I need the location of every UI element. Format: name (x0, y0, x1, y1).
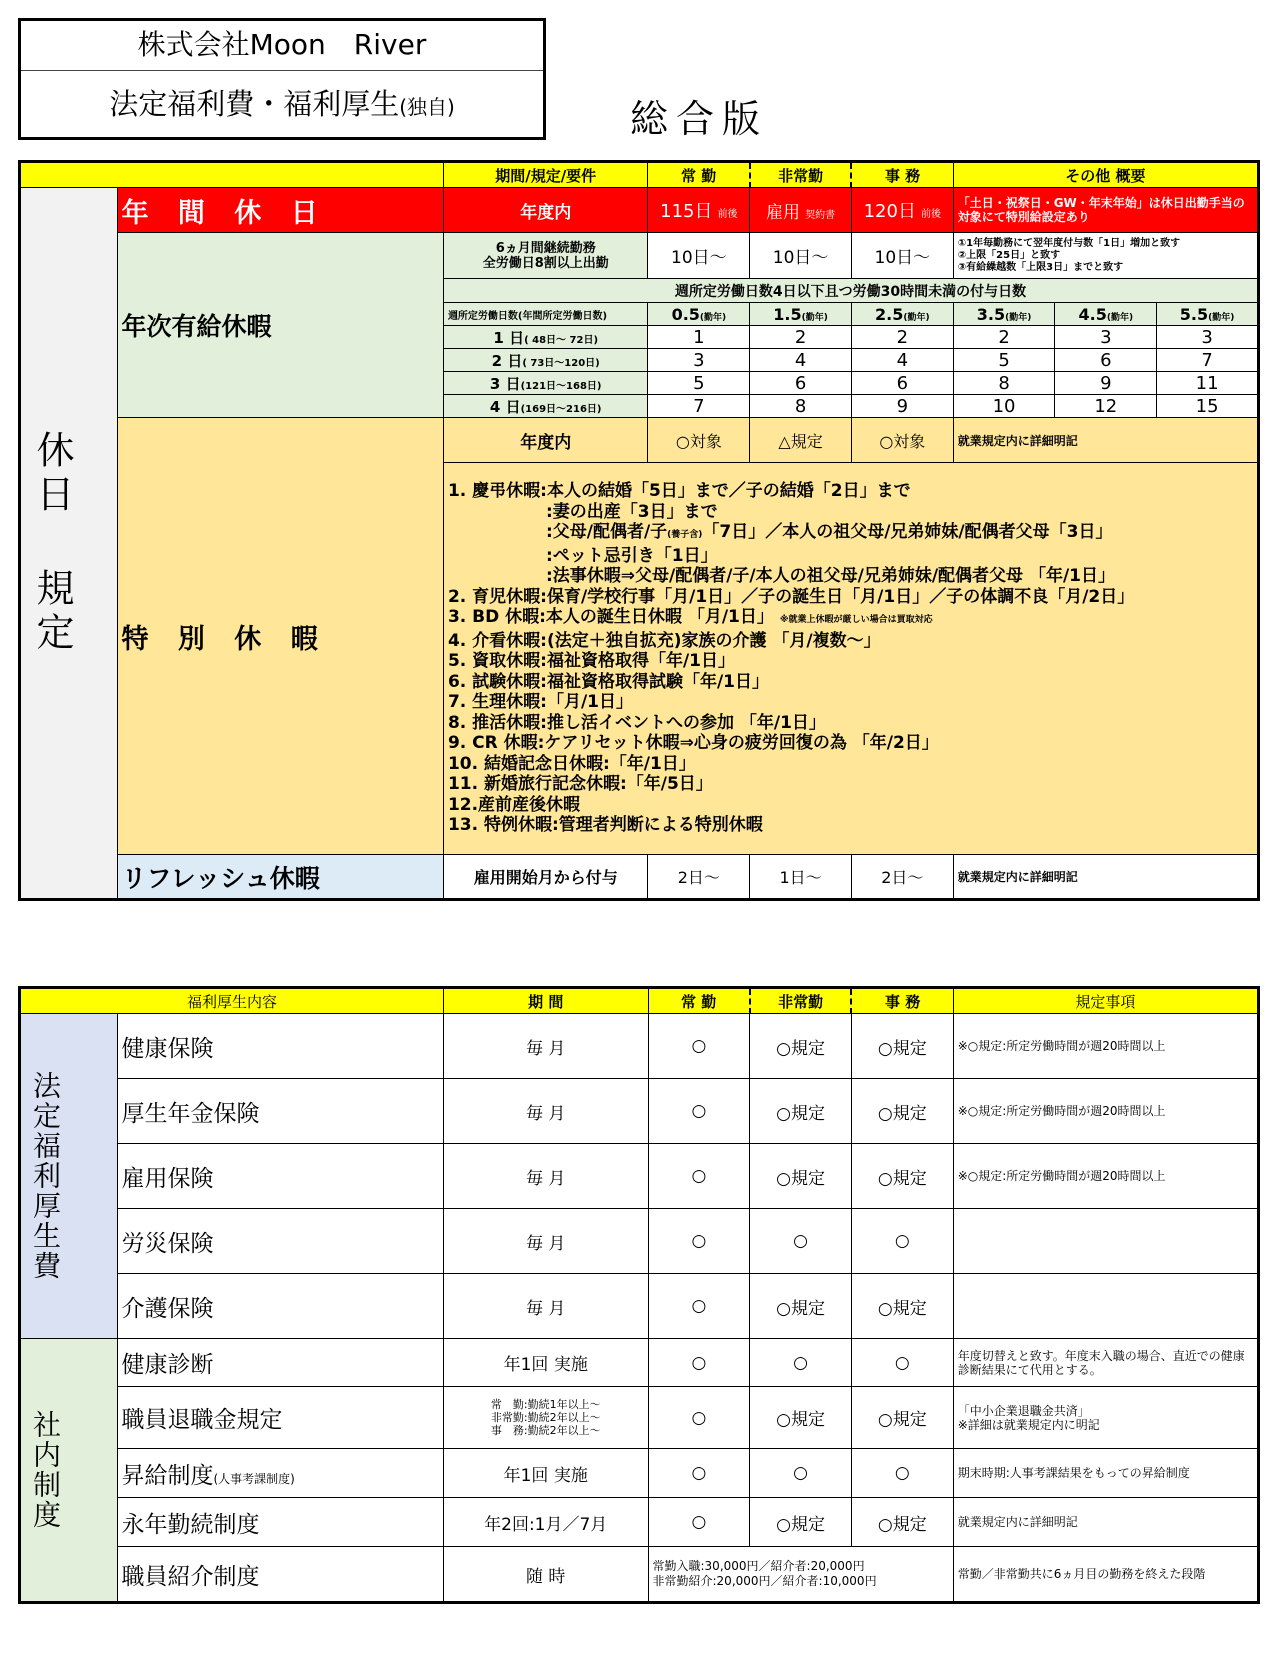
header-rules: 規定事項 (953, 988, 1258, 1014)
cell: 8 (750, 395, 852, 418)
row-period: 毎 月 (443, 1014, 648, 1079)
table-row (20, 1339, 1259, 1387)
row-period: 随 時 (443, 1547, 648, 1603)
paid-leave-notes: ①1年毎勤務にて翌年度付与数「1日」増加と致す ②上限「25日」と致す ③有給繰越数「上限3日」までと致す (953, 233, 1258, 279)
table-row (20, 1209, 1259, 1274)
list-item: 11. 新婚旅行記念休暇:「年/5日」 (447, 774, 713, 795)
days-label: 1 日( 48日～ 72日) (443, 326, 648, 349)
paid-leave-fulltime: 10日～ (648, 233, 750, 279)
cell: ○ (648, 1209, 750, 1274)
list-item: 8. 推活休暇:推し活イベントへの参加 「年/1日」 (447, 712, 826, 733)
list-item: 9. CR 休暇:ケアリセット休暇⇒心身の疲労回復の為 「年/2日」 (447, 733, 939, 754)
list-item: 2. 育児休暇:保育/学校行事「月/1日」／子の誕生日「月/1日」／子の体調不良「月/2日」 (447, 586, 1135, 607)
year-3: 3.5(勤年) (953, 303, 1055, 326)
table-header (20, 162, 1259, 188)
list-item: :妻の出産「3日」まで (545, 501, 718, 522)
title-main: 法定福利費・福利厚生 (109, 87, 400, 121)
list-item: 5. 資取休暇:福祉資格取得「年/1日」 (447, 651, 735, 672)
edition-label: 総合版 (630, 97, 769, 141)
paid-leave-requirement: 6ヵ月間継続勤務 全労働日8割以上出勤 (443, 233, 648, 279)
days-label: 3 日(121日～168日) (443, 372, 648, 395)
holiday-section-label: 休日 規定 (20, 188, 118, 900)
special-leave-list (443, 463, 1258, 855)
special-leave-office: ○対象 (851, 418, 953, 463)
cell: ○ (648, 1449, 750, 1498)
cell: 6 (750, 372, 852, 395)
row-period: 年2回:1月／7月 (443, 1498, 648, 1547)
row-period: 毎 月 (443, 1209, 648, 1274)
row-note (953, 1209, 1258, 1274)
row-period: 年1回 実施 (443, 1339, 648, 1387)
cell: ○規定 (851, 1079, 953, 1144)
header-parttime: 非常勤 (750, 162, 852, 188)
table-row (20, 1144, 1259, 1209)
cell: 9 (1055, 372, 1157, 395)
cell: ○ (750, 1339, 852, 1387)
list-item: :法事休暇⇒父母/配偶者/子/本人の祖父母/兄弟姉妹/配偶者父母 「年/1日」 (545, 566, 1115, 587)
cell: ○規定 (851, 1014, 953, 1079)
document-title (21, 71, 543, 140)
cell: 6 (851, 372, 953, 395)
cell: ○規定 (851, 1387, 953, 1449)
list-item: 4. 介看休暇:(法定＋独自拡充)家族の介護 「月/複数～」 (447, 630, 881, 651)
row-name: 職員紹介制度 (117, 1547, 443, 1603)
cell: 4 (750, 349, 852, 372)
header-content: 福利厚生内容 (20, 988, 444, 1014)
title-sub: (独自) (399, 95, 455, 119)
cell: ○ (851, 1449, 953, 1498)
table-row (20, 1274, 1259, 1339)
row-name: 健康保険 (117, 1014, 443, 1079)
table-header (20, 988, 1259, 1014)
cell: 7 (1157, 349, 1259, 372)
row-period: 毎 月 (443, 1079, 648, 1144)
referral-rewards: 常勤入職:30,000円／紹介者:20,000円 非常勤紹介:20,000円／紹介者:10,000円 (648, 1547, 953, 1603)
refresh-leave-label: リフレッシュ休暇 (117, 855, 443, 900)
annual-holiday-parttime: 雇用 契約書 (750, 188, 852, 233)
list-item: :ペット忌引き「1日」 (545, 545, 718, 566)
cell: ○ (648, 1014, 750, 1079)
cell: 15 (1157, 395, 1259, 418)
cell: 3 (1055, 326, 1157, 349)
row-note: 「中小企業退職金共済」 ※詳細は就業規定内に明記 (953, 1387, 1258, 1449)
table-row (20, 1014, 1259, 1079)
cell: 1 (648, 326, 750, 349)
cell: ○規定 (750, 1498, 852, 1547)
row-note (953, 1274, 1258, 1339)
year-5: 5.5(勤年) (1157, 303, 1259, 326)
cell: ○規定 (851, 1274, 953, 1339)
row-period: 毎 月 (443, 1144, 648, 1209)
table-row (20, 1079, 1259, 1144)
header-period: 期 間 (443, 988, 648, 1014)
row-note: ※○規定:所定労働時間が週20時間以上 (953, 1014, 1258, 1079)
row-note: ※○規定:所定労働時間が週20時間以上 (953, 1144, 1258, 1209)
cell: 12 (1055, 395, 1157, 418)
cell: ○ (648, 1079, 750, 1144)
year-2: 2.5(勤年) (851, 303, 953, 326)
row-note: 就業規定内に詳細明記 (953, 1498, 1258, 1547)
cell: ○規定 (750, 1079, 852, 1144)
refresh-leave-period: 雇用開始月から付与 (443, 855, 648, 900)
cell: ○規定 (750, 1274, 852, 1339)
row-period: 毎 月 (443, 1274, 648, 1339)
days-label: 2 日( 73日～120日) (443, 349, 648, 372)
special-leave-period: 年度内 (443, 418, 648, 463)
row-name: 昇給制度(人事考課制度) (117, 1449, 443, 1498)
header-fulltime: 常 勤 (648, 988, 750, 1014)
row-note: ※○規定:所定労働時間が週20時間以上 (953, 1079, 1258, 1144)
refresh-leave-fulltime: 2日～ (648, 855, 750, 900)
cell: 10 (953, 395, 1055, 418)
refresh-leave-other: 就業規定内に詳細明記 (953, 855, 1258, 900)
paid-leave-row (20, 233, 1259, 279)
cell: ○ (648, 1387, 750, 1449)
annual-holiday-other: 「土日・祝祭日・GW・年末年始」は休日出勤手当の対象にて特別給設定あり (953, 188, 1258, 233)
annual-holiday-period: 年度内 (443, 188, 648, 233)
paid-leave-office: 10日～ (851, 233, 953, 279)
row-name: 健康診断 (117, 1339, 443, 1387)
cell: ○ (648, 1339, 750, 1387)
header-period: 期間/規定/要件 (443, 162, 648, 188)
list-item: 7. 生理休暇:「月/1日」 (447, 692, 633, 713)
cell: ○規定 (851, 1144, 953, 1209)
cell: ○ (750, 1209, 852, 1274)
header-office: 事 務 (851, 988, 953, 1014)
cell: 8 (953, 372, 1055, 395)
cell: 9 (851, 395, 953, 418)
row-name: 労災保険 (117, 1209, 443, 1274)
days-header: 週所定労働日数(年間所定労働日数) (443, 303, 648, 326)
row-name: 介護保険 (117, 1274, 443, 1339)
year-4: 4.5(勤年) (1055, 303, 1157, 326)
annual-holiday-label: 年 間 休 日 (117, 188, 443, 233)
row-name: 雇用保険 (117, 1144, 443, 1209)
annual-holiday-row (20, 188, 1259, 233)
list-item: 13. 特例休暇:管理者判断による特別休暇 (447, 815, 763, 836)
row-name: 職員退職金規定 (117, 1387, 443, 1449)
cell: ○規定 (750, 1014, 852, 1079)
table-row (20, 1449, 1259, 1498)
cell: 11 (1157, 372, 1259, 395)
row-name: 永年勤続制度 (117, 1498, 443, 1547)
holiday-table (18, 160, 1260, 901)
table-row (20, 1387, 1259, 1449)
cell: ○ (851, 1209, 953, 1274)
annual-holiday-office: 120日 前後 (851, 188, 953, 233)
refresh-leave-row (20, 855, 1259, 900)
header-other: その他 概要 (953, 162, 1258, 188)
row-note: 常勤／非常勤共に6ヵ月目の勤務を終えた段階 (953, 1547, 1258, 1603)
special-leave-label: 特 別 休 暇 (117, 418, 443, 855)
cell: 2 (750, 326, 852, 349)
cell: 5 (953, 349, 1055, 372)
list-item: :父母/配偶者/子(養子含)「7日」／本人の祖父母/兄弟姉妹/配偶者父母「3日」 (545, 522, 1113, 543)
list-item: 1. 慶弔休暇:本人の結婚「5日」まで／子の結婚「2日」まで (447, 481, 911, 502)
company-name: 株式会社Moon River (21, 21, 543, 71)
paid-leave-parttime: 10日～ (750, 233, 852, 279)
cell: ○規定 (851, 1498, 953, 1547)
cell: 4 (851, 349, 953, 372)
list-item: 3. BD 休暇:本人の誕生日休暇 「月/1日」 ※就業上休暇が厳しい場合は買取対応 (447, 607, 933, 628)
paid-leave-label: 年次有給休暇 (117, 233, 443, 418)
cell: 2 (851, 326, 953, 349)
welfare-table (18, 986, 1260, 1604)
title-box (18, 18, 546, 140)
cell: 3 (1157, 326, 1259, 349)
short-work-heading: 週所定労働日数4日以下且つ労働30時間未満の付与日数 (443, 279, 1258, 303)
special-leave-parttime: △規定 (750, 418, 852, 463)
row-note: 期末時期:人事考課結果をもっての昇給制度 (953, 1449, 1258, 1498)
special-leave-fulltime: ○対象 (648, 418, 750, 463)
header-fulltime: 常 勤 (648, 162, 750, 188)
group-label-internal: 社内制度 (20, 1339, 118, 1603)
header-office: 事 務 (851, 162, 953, 188)
row-period: 年1回 実施 (443, 1449, 648, 1498)
cell: ○ (648, 1144, 750, 1209)
year-1: 1.5(勤年) (750, 303, 852, 326)
list-item: 6. 試験休暇:福祉資格取得試験「年/1日」 (447, 671, 769, 692)
cell: ○ (648, 1274, 750, 1339)
cell: 2 (953, 326, 1055, 349)
days-label: 4 日(169日～216日) (443, 395, 648, 418)
table-row (20, 1498, 1259, 1547)
cell: ○ (750, 1449, 852, 1498)
list-item: 10. 結婚記念日休暇:「年/1日」 (447, 753, 696, 774)
list-item: 12.産前産後休暇 (447, 794, 581, 815)
header-parttime: 非常勤 (750, 988, 852, 1014)
cell: ○ (648, 1498, 750, 1547)
row-period: 常 勤:勤続1年以上～ 非常勤:勤続2年以上～ 事 務:勤続2年以上～ (443, 1387, 648, 1449)
special-leave-row (20, 418, 1259, 463)
refresh-leave-parttime: 1日～ (750, 855, 852, 900)
cell: 7 (648, 395, 750, 418)
cell: ○規定 (750, 1144, 852, 1209)
annual-holiday-fulltime: 115日 前後 (648, 188, 750, 233)
cell: 5 (648, 372, 750, 395)
group-label-statutory: 法定福利厚生費 (20, 1014, 118, 1339)
row-note: 年度切替えと致す。年度末入職の場合、直近での健康診断結果にて代用とする。 (953, 1339, 1258, 1387)
refresh-leave-office: 2日～ (851, 855, 953, 900)
cell: ○ (851, 1339, 953, 1387)
special-leave-other: 就業規定内に詳細明記 (953, 418, 1258, 463)
cell: 6 (1055, 349, 1157, 372)
row-name: 厚生年金保険 (117, 1079, 443, 1144)
cell: 3 (648, 349, 750, 372)
cell: ○規定 (750, 1387, 852, 1449)
table-row (20, 1547, 1259, 1603)
year-0: 0.5(勤年) (648, 303, 750, 326)
